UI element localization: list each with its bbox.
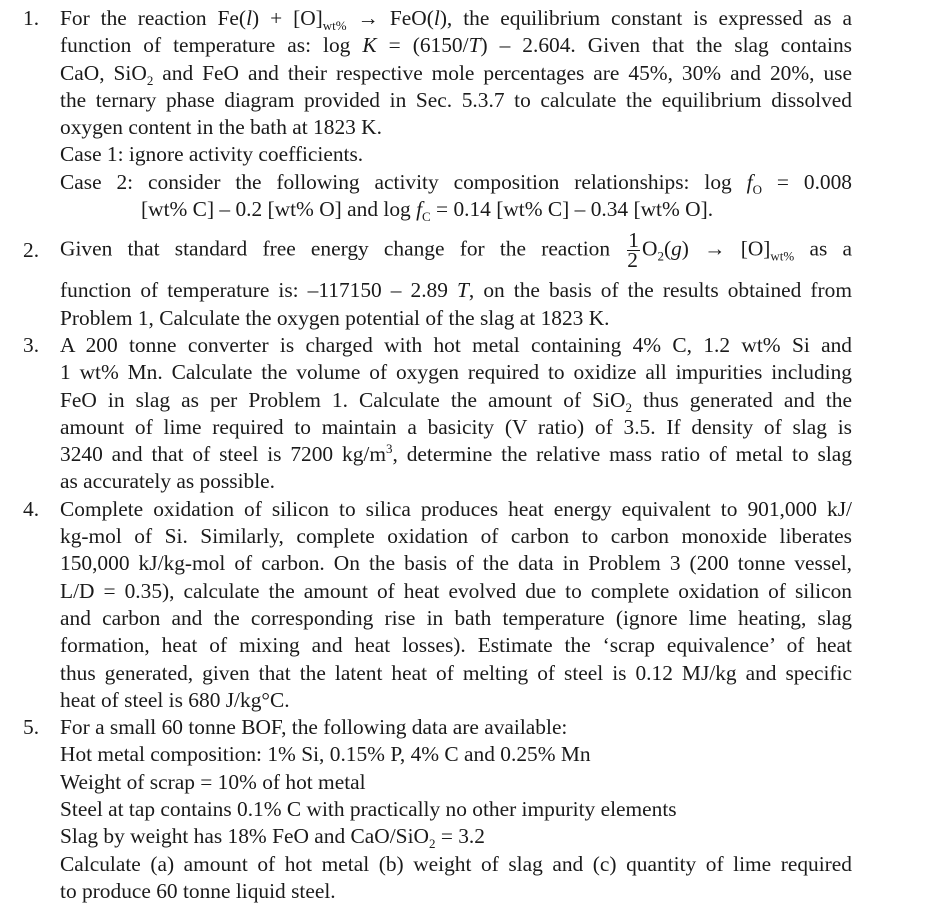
problem-line: 150,000 kJ/kg-mol of carbon. On the basis of the data in Problem 3 (200 tonne vessel, xyxy=(60,551,852,576)
problem-line: For a small 60 tonne BOF, the following data are available: xyxy=(60,715,568,740)
problem-number: 2. xyxy=(23,237,40,262)
problem-1 xyxy=(0,5,938,223)
problem-line: Weight of scrap = 10% of hot metal xyxy=(60,769,366,794)
problem-5 xyxy=(0,714,938,905)
problem-line: L/D = 0.35), calculate the amount of heat evolved due to complete oxidation of silicon xyxy=(60,578,852,603)
problem-number: 4. xyxy=(23,496,40,521)
problem-number: 5. xyxy=(23,715,40,740)
problem-line: amount of lime required to maintain a basicity (V ratio) of 3.5. If density of slag is xyxy=(60,414,852,439)
problem-number: 1. xyxy=(23,6,40,30)
case-1: Case 1: ignore activity coefficients. xyxy=(60,142,364,167)
problem-line: and carbon and the corresponding rise in bath temperature (ignore lime heating, slag xyxy=(60,605,852,630)
case-2-continued: [wt% C] – 0.2 [wt% O] and $\log f_C = 0.14$ [wt% C] – 0.34 [wt% O]. xyxy=(141,197,714,225)
problem-line: Hot metal composition: 1% Si, 0.15% P, 4% C and 0.25% Mn xyxy=(60,742,591,767)
problem-number: 3. xyxy=(23,332,40,357)
problem-2 xyxy=(0,223,938,332)
problem-line: 1 wt% Mn. Calculate the volume of oxygen required to oxidize all impurities including xyxy=(60,360,852,385)
problem-line: A 200 tonne converter is charged with hot metal containing 4% C, 1.2 wt% Si and xyxy=(60,332,852,357)
problem-line: 3240 and that of steel is 7200 $kg/m^3$, determine the relative mass ratio of metal to slag xyxy=(60,441,852,467)
problem-line: function of temperature is: –117150 – 2.89 T, on the basis of the results obtained from xyxy=(60,278,853,303)
problem-line: FeO in slag as per Problem 1. Calculate the amount of SiO$_2$ thus generated and the xyxy=(60,387,852,415)
problem-text xyxy=(60,332,852,496)
problem-line: Slag by weight has 18% FeO and CaO/SiO$_2$ = 3.2 xyxy=(60,824,485,852)
problem-line: heat of steel is 680 J/kg°C. xyxy=(60,687,290,712)
problem-line: Problem 1, Calculate the oxygen potential of the slag at 1823 K. xyxy=(60,305,610,330)
problem-line: to produce 60 tonne liquid steel. xyxy=(60,878,336,903)
problem-line: formation, heat of mixing and heat losses). Estimate the ‘scrap equivalence’ of heat xyxy=(60,633,852,658)
problem-text xyxy=(60,223,852,332)
problem-line: kg-mol of Si. Similarly, complete oxidation of carbon to carbon monoxide liberates xyxy=(60,524,852,549)
problem-line: For the reaction $Fe(l) + [O]_{wt\%} \to FeO(l)$, the equilibrium constant is expressed as a xyxy=(60,6,852,33)
case-2: Case 2: consider the following activity composition relationships: $\log f_O = 0.008$ xyxy=(60,169,853,197)
problem-text xyxy=(60,714,852,905)
problem-line: Steel at tap contains 0.1% C with practically no other impurity elements xyxy=(60,797,677,822)
problem-line: oxygen content in the bath at 1823 K. xyxy=(60,115,382,140)
problem-line: Given that standard free energy change for the reaction $\frac{1}{2}$ $O_2(g) \to [O]_{wt\%}$ as a xyxy=(60,227,852,272)
problem-4 xyxy=(0,496,938,714)
problem-line: Calculate (a) amount of hot metal (b) weight of slag and (c) quantity of lime required xyxy=(60,851,852,876)
problem-line: thus generated, given that the latent heat of melting of steel is 0.12 MJ/kg and specific xyxy=(60,660,852,685)
problem-text xyxy=(60,5,852,223)
problem-text xyxy=(60,496,852,714)
problem-line: function of temperature as: log K = (6150/T) – 2.604. Given that the slag contains xyxy=(60,33,853,58)
problem-line: the ternary phase diagram provided in Sec. 5.3.7 to calculate the equilibrium dissolved xyxy=(60,87,852,112)
problem-line: as accurately as possible. xyxy=(60,469,276,494)
problem-3 xyxy=(0,332,938,496)
problem-line: CaO, SiO$_2$ and FeO and their respective mole percentages are 45%, 30% and 20%, use xyxy=(60,60,852,88)
problem-line: Complete oxidation of silicon to silica produces heat energy equivalent to 901,000 kJ/ xyxy=(60,496,852,521)
